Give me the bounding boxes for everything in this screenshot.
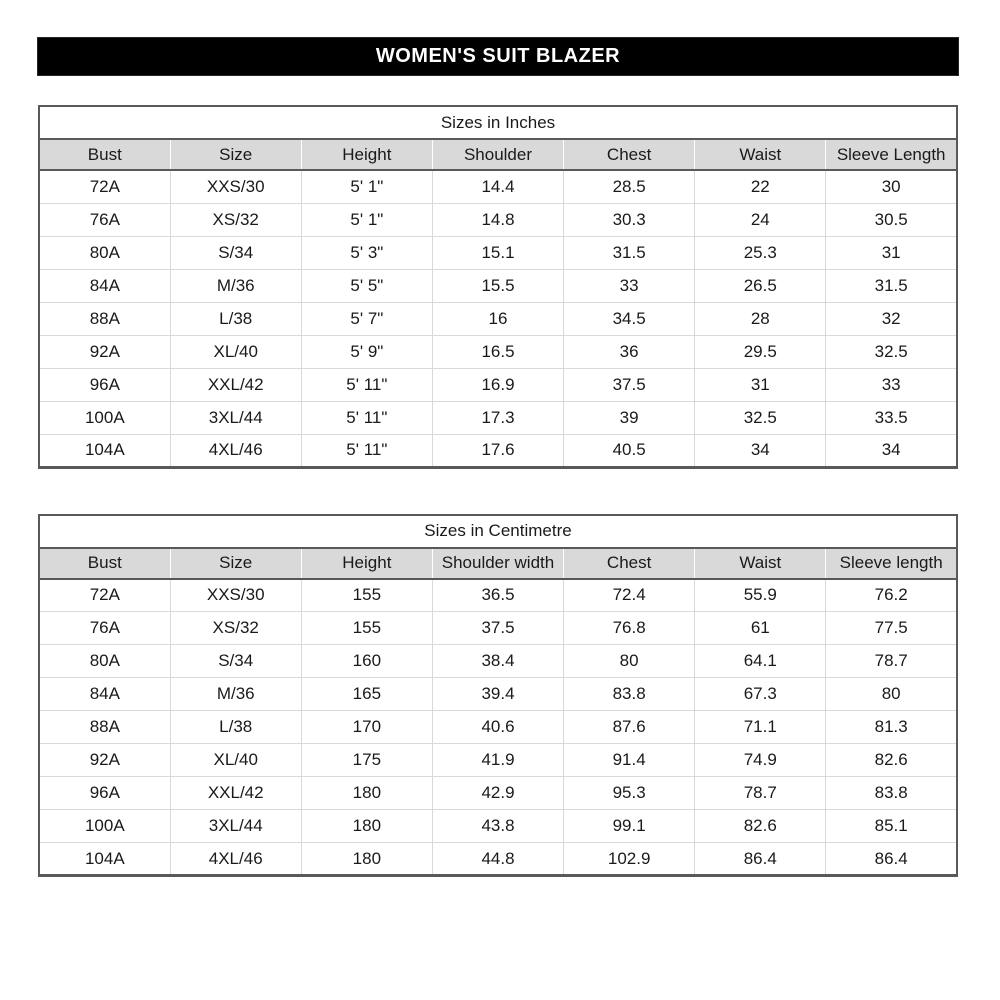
table-cell: 42.9 — [432, 777, 563, 810]
table-cell: 100A — [39, 401, 170, 434]
table-row — [39, 810, 957, 843]
table-cell: XS/32 — [170, 203, 301, 236]
table-cell: XL/40 — [170, 744, 301, 777]
table-cell: XXS/30 — [170, 170, 301, 203]
table-cell: 17.3 — [432, 401, 563, 434]
table-cell: 41.9 — [432, 744, 563, 777]
column-header: Size — [170, 139, 301, 170]
table-cell: 155 — [301, 612, 432, 645]
centimetre-size-table — [38, 514, 958, 878]
table-cell: 96A — [39, 777, 170, 810]
table-cell: M/36 — [170, 269, 301, 302]
table-cell: 28 — [695, 302, 826, 335]
table-cell: 15.5 — [432, 269, 563, 302]
title-bar — [38, 38, 958, 75]
table-cell: 82.6 — [826, 744, 957, 777]
table-caption: Sizes in Inches — [39, 106, 957, 139]
column-header: Chest — [564, 139, 695, 170]
table-row — [39, 269, 957, 302]
table-cell: 99.1 — [564, 810, 695, 843]
column-header: Bust — [39, 139, 170, 170]
table-cell: 39 — [564, 401, 695, 434]
table-cell: 92A — [39, 744, 170, 777]
table-cell: 180 — [301, 777, 432, 810]
table-row — [39, 612, 957, 645]
table-cell: 3XL/44 — [170, 401, 301, 434]
table-cell: 14.4 — [432, 170, 563, 203]
table-header-row — [39, 139, 957, 170]
table-cell: 76A — [39, 203, 170, 236]
table-cell: 76.8 — [564, 612, 695, 645]
table-row — [39, 744, 957, 777]
table-cell: 16.5 — [432, 335, 563, 368]
table-cell: 24 — [695, 203, 826, 236]
table-cell: 175 — [301, 744, 432, 777]
column-header: Shoulder — [432, 139, 563, 170]
table-cell: 95.3 — [564, 777, 695, 810]
table-cell: 39.4 — [432, 678, 563, 711]
table-row — [39, 335, 957, 368]
table-cell: 92A — [39, 335, 170, 368]
table-cell: 55.9 — [695, 579, 826, 612]
table-cell: 5' 1" — [301, 203, 432, 236]
table-cell: 31.5 — [564, 236, 695, 269]
table-row — [39, 302, 957, 335]
table-cell: 15.1 — [432, 236, 563, 269]
table-cell: 36 — [564, 335, 695, 368]
table-cell: 67.3 — [695, 678, 826, 711]
table-cell: 34 — [695, 434, 826, 467]
table-cell: S/34 — [170, 236, 301, 269]
table-cell: 170 — [301, 711, 432, 744]
table-cell: 36.5 — [432, 579, 563, 612]
table-cell: 37.5 — [564, 368, 695, 401]
table-body — [39, 170, 957, 467]
table-cell: 71.1 — [695, 711, 826, 744]
table-cell: 155 — [301, 579, 432, 612]
table-cell: M/36 — [170, 678, 301, 711]
table-cell: L/38 — [170, 711, 301, 744]
table-cell: 80 — [564, 645, 695, 678]
page-title: WOMEN'S SUIT BLAZER — [375, 45, 621, 67]
table-cell: 43.8 — [432, 810, 563, 843]
table-cell: 30.3 — [564, 203, 695, 236]
column-header: Bust — [39, 548, 170, 579]
table-cell: XXL/42 — [170, 777, 301, 810]
table-cell: 5' 5" — [301, 269, 432, 302]
table-cell: 5' 11" — [301, 368, 432, 401]
table-cell: 5' 11" — [301, 434, 432, 467]
table-cell: 34 — [826, 434, 957, 467]
table-row — [39, 170, 957, 203]
table-cell: 31.5 — [826, 269, 957, 302]
table-cell: 86.4 — [695, 843, 826, 876]
table-cell: 5' 9" — [301, 335, 432, 368]
table-cell: 26.5 — [695, 269, 826, 302]
table-cell: 22 — [695, 170, 826, 203]
table-cell: 61 — [695, 612, 826, 645]
column-header: Waist — [695, 139, 826, 170]
table-cell: S/34 — [170, 645, 301, 678]
table-cell: 81.3 — [826, 711, 957, 744]
table-cell: 160 — [301, 645, 432, 678]
table-cell: 25.3 — [695, 236, 826, 269]
table-cell: 64.1 — [695, 645, 826, 678]
table-body — [39, 579, 957, 876]
table-cell: 74.9 — [695, 744, 826, 777]
table-cell: 4XL/46 — [170, 843, 301, 876]
table-cell: 86.4 — [826, 843, 957, 876]
table-caption-row — [39, 106, 957, 139]
table-row — [39, 645, 957, 678]
table-caption-row — [39, 515, 957, 548]
inches-size-table — [38, 105, 958, 469]
table-cell: 83.8 — [826, 777, 957, 810]
table-cell: 3XL/44 — [170, 810, 301, 843]
table-row — [39, 203, 957, 236]
table-header-row — [39, 548, 957, 579]
table-cell: 76A — [39, 612, 170, 645]
table-cell: 100A — [39, 810, 170, 843]
table-cell: XXL/42 — [170, 368, 301, 401]
table-cell: 102.9 — [564, 843, 695, 876]
table-cell: 76.2 — [826, 579, 957, 612]
table-cell: L/38 — [170, 302, 301, 335]
table-cell: 91.4 — [564, 744, 695, 777]
table-cell: 80A — [39, 236, 170, 269]
table-cell: XL/40 — [170, 335, 301, 368]
column-header: Height — [301, 548, 432, 579]
table-cell: 5' 7" — [301, 302, 432, 335]
column-header: Waist — [695, 548, 826, 579]
table-cell: 33 — [564, 269, 695, 302]
table-cell: 44.8 — [432, 843, 563, 876]
table-cell: 77.5 — [826, 612, 957, 645]
table-cell: 16.9 — [432, 368, 563, 401]
column-header: Chest — [564, 548, 695, 579]
table-row — [39, 678, 957, 711]
table-cell: 83.8 — [564, 678, 695, 711]
table-cell: 84A — [39, 678, 170, 711]
table-row — [39, 777, 957, 810]
table-cell: 37.5 — [432, 612, 563, 645]
table-cell: 72A — [39, 170, 170, 203]
table-cell: 30 — [826, 170, 957, 203]
table-cell: 33 — [826, 368, 957, 401]
table-cell: 80A — [39, 645, 170, 678]
table-cell: 88A — [39, 711, 170, 744]
table-cell: 82.6 — [695, 810, 826, 843]
table-cell: 32 — [826, 302, 957, 335]
table-cell: 38.4 — [432, 645, 563, 678]
table-cell: 32.5 — [695, 401, 826, 434]
table-cell: 5' 1" — [301, 170, 432, 203]
table-row — [39, 236, 957, 269]
table-cell: 34.5 — [564, 302, 695, 335]
table-caption: Sizes in Centimetre — [39, 515, 957, 548]
table-cell: 40.6 — [432, 711, 563, 744]
table-cell: 87.6 — [564, 711, 695, 744]
table-cell: 17.6 — [432, 434, 563, 467]
table-cell: XXS/30 — [170, 579, 301, 612]
table-cell: 165 — [301, 678, 432, 711]
table-cell: 29.5 — [695, 335, 826, 368]
column-header: Sleeve length — [826, 548, 957, 579]
table-row — [39, 579, 957, 612]
table-cell: 33.5 — [826, 401, 957, 434]
table-row — [39, 843, 957, 876]
table-cell: 72A — [39, 579, 170, 612]
table-row — [39, 368, 957, 401]
table-cell: 31 — [826, 236, 957, 269]
table-cell: 104A — [39, 434, 170, 467]
table-cell: 78.7 — [826, 645, 957, 678]
table-cell: 28.5 — [564, 170, 695, 203]
table-cell: 180 — [301, 843, 432, 876]
table-cell: 84A — [39, 269, 170, 302]
table-cell: 40.5 — [564, 434, 695, 467]
table-cell: 30.5 — [826, 203, 957, 236]
table-cell: 5' 3" — [301, 236, 432, 269]
table-cell: 5' 11" — [301, 401, 432, 434]
table-cell: 14.8 — [432, 203, 563, 236]
table-cell: 78.7 — [695, 777, 826, 810]
table-cell: 16 — [432, 302, 563, 335]
table-cell: 88A — [39, 302, 170, 335]
column-header: Height — [301, 139, 432, 170]
table-cell: 80 — [826, 678, 957, 711]
table-cell: 180 — [301, 810, 432, 843]
table-cell: 96A — [39, 368, 170, 401]
table-cell: 31 — [695, 368, 826, 401]
table-cell: 72.4 — [564, 579, 695, 612]
table-cell: XS/32 — [170, 612, 301, 645]
table-cell: 32.5 — [826, 335, 957, 368]
table-cell: 104A — [39, 843, 170, 876]
column-header: Shoulder width — [432, 548, 563, 579]
table-cell: 4XL/46 — [170, 434, 301, 467]
table-row — [39, 401, 957, 434]
column-header: Sleeve Length — [826, 139, 957, 170]
table-row — [39, 711, 957, 744]
table-cell: 85.1 — [826, 810, 957, 843]
table-row — [39, 434, 957, 467]
column-header: Size — [170, 548, 301, 579]
